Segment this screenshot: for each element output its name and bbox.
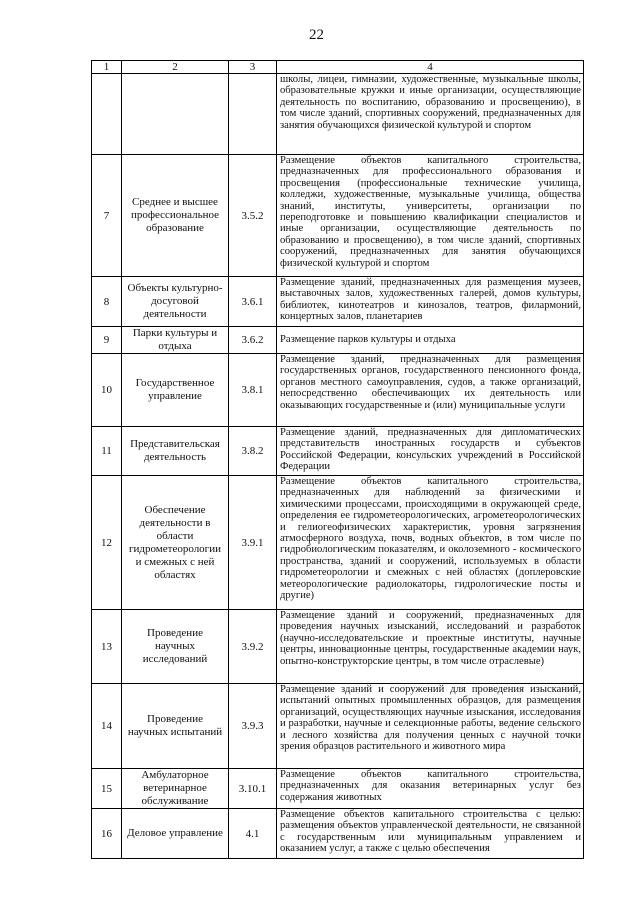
table-row xyxy=(92,684,584,769)
row-name: Среднее и высшее профессиональное образование xyxy=(122,155,229,277)
row-name: Обеспечение деятельности в области гидрометеорологии и смежных с ней областях xyxy=(122,476,229,610)
row-name: Представительская деятельность xyxy=(122,427,229,476)
row-number: 13 xyxy=(92,610,122,684)
row-description: Размещение объектов капитального строительства, предназначенных для профессионального образования и просвещения (профессиональные технические училища, колледжи, художественные, музыкальные училища, общества знаний, институты, университеты, организации по переподготовке и повышению квалификации специалистов и иные организации, осуществляющие деятельность по образованию и просвещению), в том числе зданий, спортивных сооружений, предназначенных для занятия обучающихся физической культурой и спортом xyxy=(277,155,584,277)
table-row xyxy=(92,769,584,809)
row-code: 3.6.2 xyxy=(229,327,277,354)
table-row xyxy=(92,476,584,610)
header-col-2: 2 xyxy=(122,61,229,74)
row-code: 4.1 xyxy=(229,809,277,859)
row-code xyxy=(229,74,277,155)
row-number xyxy=(92,74,122,155)
table-row xyxy=(92,277,584,327)
header-col-1: 1 xyxy=(92,61,122,74)
land-use-table xyxy=(91,60,584,859)
row-number: 15 xyxy=(92,769,122,809)
row-description: Размещение парков культуры и отдыха xyxy=(277,327,584,354)
row-name: Проведение научных исследований xyxy=(122,610,229,684)
row-name: Государственное управление xyxy=(122,354,229,427)
table-row xyxy=(92,354,584,427)
row-number: 12 xyxy=(92,476,122,610)
row-description: Размещение объектов капитального строительства, предназначенных для наблюдений за физическими и химическими процессами, происходящими в окружающей среде, определения ее гидрометеорологических, агрометеорологических и гелиогеофизических характеристик, уровня загрязнения атмосферного воздуха, почв, водных объектов, в том числе по гидробиологическим показателям, и околоземного - космического пространства, зданий и сооружений, используемых в области гидрометеорологии и смежных с ней областях (доплеровские метеорологические радиолокаторы, гидрологические посты и другие) xyxy=(277,476,584,610)
row-description: Размещение зданий, предназначенных для дипломатических представительств иностранных государств и субъектов Российской Федерации, консульских учреждений в Российской Федерации xyxy=(277,427,584,476)
table-row xyxy=(92,809,584,859)
table-row xyxy=(92,74,584,155)
row-description: Размещение объектов капитального строительства с целью: размещения объектов управленческой деятельности, не связанной с государственным или муниципальным управлением и оказанием услуг, а также с целью обеспечения xyxy=(277,809,584,859)
row-name: Проведение научных испытаний xyxy=(122,684,229,769)
row-number: 16 xyxy=(92,809,122,859)
row-number: 8 xyxy=(92,277,122,327)
row-name: Амбулаторное ветеринарное обслуживание xyxy=(122,769,229,809)
row-description: Размещение зданий, предназначенных для размещения государственных органов, государственного пенсионного фонда, органов местного самоуправления, судов, а также организаций, непосредственно обеспечивающих их деятельность или оказывающих государственные и (или) муниципальные услуги xyxy=(277,354,584,427)
row-description: Размещение зданий, предназначенных для размещения музеев, выставочных залов, художественных галерей, домов культуры, библиотек, кинотеатров и кинозалов, театров, филармоний, концертных залов, планетариев xyxy=(277,277,584,327)
header-col-3: 3 xyxy=(229,61,277,74)
row-description: Размещение зданий и сооружений для проведения изысканий, испытаний опытных промышленных образцов, для размещения организаций, осуществляющих научные изыскания, исследования и разработки, научные и селекционные работы, ведение сельского и лесного хозяйства для получения ценных с научной точки зрения образцов растительного и животного мира xyxy=(277,684,584,769)
header-col-4: 4 xyxy=(277,61,584,74)
row-number: 14 xyxy=(92,684,122,769)
row-description: Размещение объектов капитального строительства, предназначенных для оказания ветеринарных услуг без содержания животных xyxy=(277,769,584,809)
table-header-row xyxy=(92,61,584,74)
page-number: 22 xyxy=(309,27,324,43)
row-code: 3.9.2 xyxy=(229,610,277,684)
row-code: 3.9.1 xyxy=(229,476,277,610)
table-row xyxy=(92,427,584,476)
row-code: 3.8.2 xyxy=(229,427,277,476)
row-name: Объекты культурно-досуговой деятельности xyxy=(122,277,229,327)
row-description: Размещение зданий и сооружений, предназначенных для проведения научных изысканий, исследований и разработок (научно-исследовательские и проектные институты, научные центры, инновационные центры, государственные академии наук, опытно-конструкторские центры, в том числе отраслевые) xyxy=(277,610,584,684)
row-number: 10 xyxy=(92,354,122,427)
row-number: 9 xyxy=(92,327,122,354)
table-row xyxy=(92,155,584,277)
row-name: Деловое управление xyxy=(122,809,229,859)
row-number: 7 xyxy=(92,155,122,277)
row-code: 3.5.2 xyxy=(229,155,277,277)
row-code: 3.6.1 xyxy=(229,277,277,327)
row-name xyxy=(122,74,229,155)
row-code: 3.9.3 xyxy=(229,684,277,769)
table-row xyxy=(92,327,584,354)
row-name: Парки культуры и отдыха xyxy=(122,327,229,354)
row-code: 3.8.1 xyxy=(229,354,277,427)
row-description: школы, лицеи, гимназии, художественные, музыкальные школы, образовательные кружки и иные организации, осуществляющие деятельность по воспитанию, образованию и просвещению), в том числе зданий, спортивных сооружений, предназначенных для занятия обучающихся физической культурой и спортом xyxy=(277,74,584,155)
row-code: 3.10.1 xyxy=(229,769,277,809)
table-row xyxy=(92,610,584,684)
row-number: 11 xyxy=(92,427,122,476)
